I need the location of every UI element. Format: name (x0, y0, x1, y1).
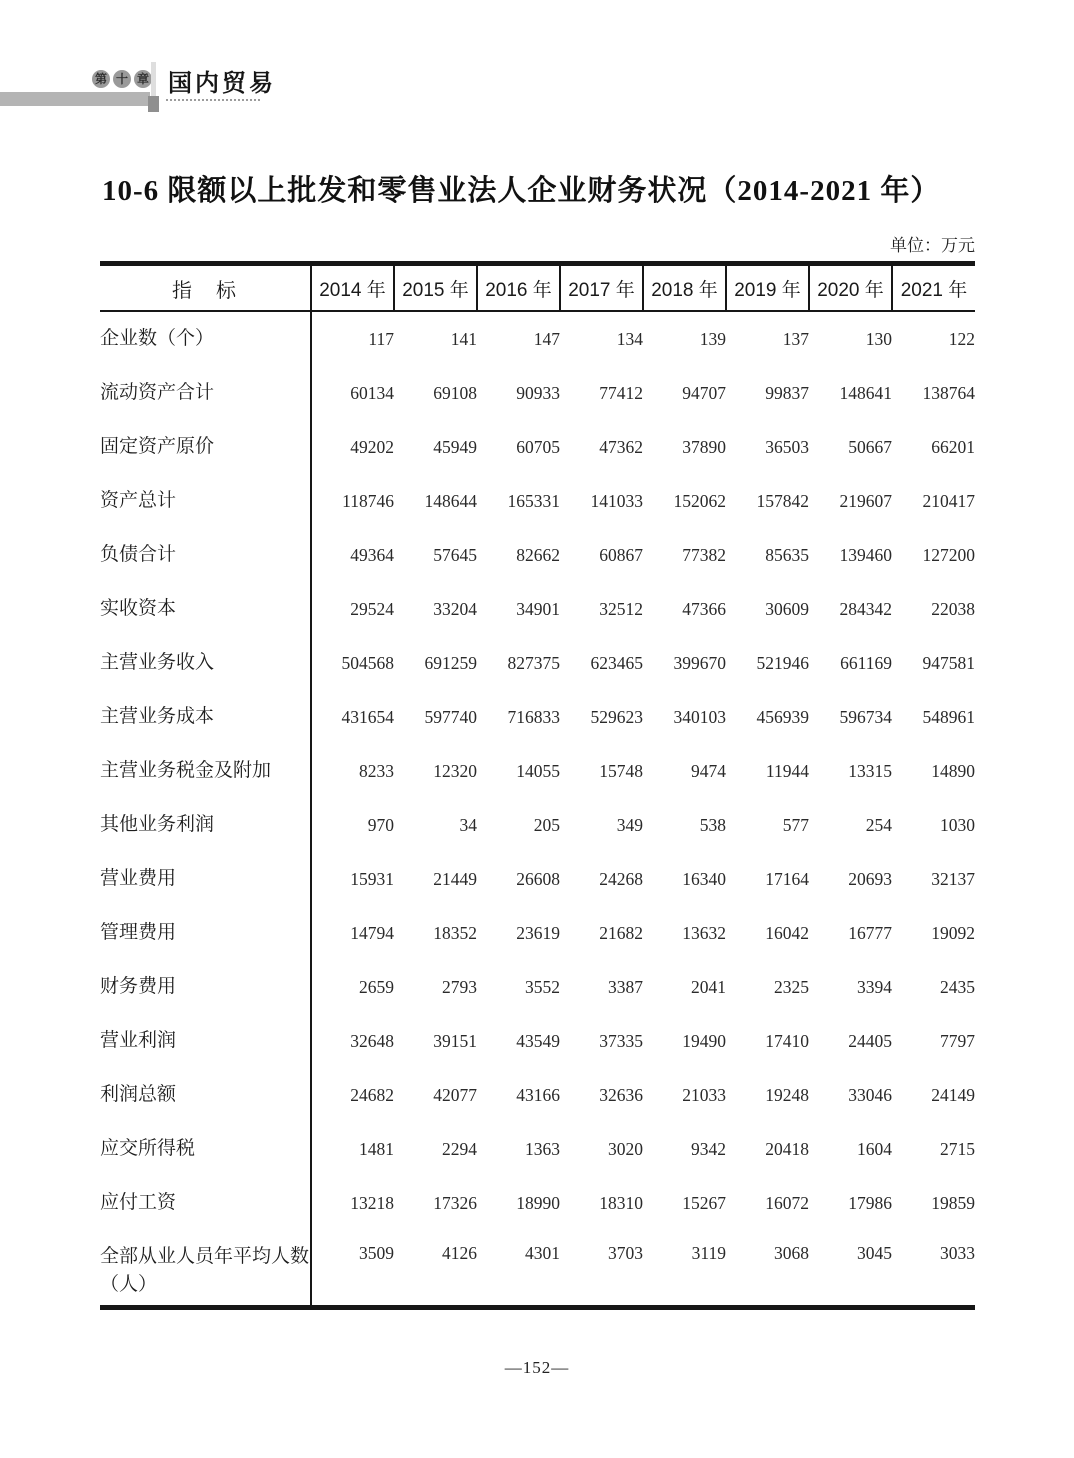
value-cell: 1363 (525, 1138, 560, 1159)
value-cell: 1481 (359, 1138, 394, 1159)
value-cell: 34 (459, 814, 477, 835)
value-cell: 9342 (691, 1138, 726, 1159)
indicator-label: 资产总计 (100, 474, 311, 528)
table-row (100, 1014, 975, 1068)
value-cell: 1030 (940, 814, 975, 835)
section-title: 国内贸易 (168, 70, 276, 97)
value-cell: 16340 (682, 868, 726, 889)
indicator-label: 营业利润 (100, 1014, 311, 1068)
value-cell: 66201 (931, 436, 975, 457)
indicator-label: 固定资产原价 (100, 420, 311, 474)
indicator-label: 管理费用 (100, 906, 311, 960)
value-cell: 118746 (342, 490, 394, 511)
value-cell: 3068 (774, 1243, 809, 1263)
value-cell: 210417 (922, 490, 975, 511)
value-cell: 69108 (433, 382, 477, 403)
value-cell: 661169 (840, 652, 892, 673)
value-cell: 19248 (765, 1084, 809, 1105)
value-cell: 139 (699, 328, 726, 349)
value-cell: 827375 (507, 652, 560, 673)
statistics-table (100, 261, 975, 1310)
year-column-header: 2015 年 (394, 264, 477, 312)
value-cell: 43549 (516, 1030, 560, 1051)
table-row (100, 636, 975, 690)
value-cell: 14794 (350, 922, 394, 943)
value-cell: 947581 (922, 652, 975, 673)
value-cell: 15748 (599, 760, 643, 781)
value-cell: 456939 (756, 706, 809, 727)
value-cell: 2659 (359, 976, 394, 997)
value-cell: 130 (865, 328, 892, 349)
value-cell: 157842 (756, 490, 809, 511)
table-row (100, 690, 975, 744)
value-cell: 148644 (424, 490, 477, 511)
value-cell: 29524 (350, 598, 394, 619)
value-cell: 9474 (691, 760, 726, 781)
value-cell: 60134 (350, 382, 394, 403)
table-row (100, 366, 975, 420)
value-cell: 94707 (682, 382, 726, 403)
value-cell: 205 (533, 814, 560, 835)
year-column-header: 2014 年 (311, 264, 394, 312)
value-cell: 17410 (765, 1030, 809, 1051)
value-cell: 24405 (848, 1030, 892, 1051)
value-cell: 19490 (682, 1030, 726, 1051)
table-row (100, 474, 975, 528)
value-cell: 32137 (931, 868, 975, 889)
value-cell: 34901 (516, 598, 560, 619)
value-cell: 970 (367, 814, 394, 835)
value-cell: 15931 (350, 868, 394, 889)
value-cell: 36503 (765, 436, 809, 457)
table-row (100, 960, 975, 1014)
value-cell: 32648 (350, 1030, 394, 1051)
value-cell: 49202 (350, 436, 394, 457)
value-cell: 597740 (424, 706, 477, 727)
value-cell: 2041 (691, 976, 726, 997)
year-column-header: 2019 年 (726, 264, 809, 312)
value-cell: 152062 (673, 490, 726, 511)
value-cell: 14890 (931, 760, 975, 781)
indicator-label: 应交所得税 (100, 1122, 311, 1176)
value-cell: 17164 (765, 868, 809, 889)
value-cell: 12320 (433, 760, 477, 781)
value-cell: 85635 (765, 544, 809, 565)
value-cell: 2435 (940, 976, 975, 997)
value-cell: 33204 (433, 598, 477, 619)
value-cell: 127200 (922, 544, 975, 565)
value-cell: 2294 (442, 1138, 477, 1159)
table-row (100, 906, 975, 960)
value-cell: 11944 (765, 760, 809, 781)
table-row (100, 311, 975, 366)
value-cell: 122 (948, 328, 975, 349)
chapter-gray-bar-cap (148, 96, 159, 112)
indicator-label: 营业费用 (100, 852, 311, 906)
value-cell: 37335 (599, 1030, 643, 1051)
table-row (100, 582, 975, 636)
value-cell: 18990 (516, 1192, 560, 1213)
value-cell: 117 (368, 328, 394, 349)
value-cell: 26608 (516, 868, 560, 889)
value-cell: 20693 (848, 868, 892, 889)
table-row (100, 1176, 975, 1230)
value-cell: 1604 (857, 1138, 892, 1159)
value-cell: 3703 (608, 1243, 643, 1263)
value-cell: 47366 (682, 598, 726, 619)
value-cell: 24268 (599, 868, 643, 889)
value-cell: 20418 (765, 1138, 809, 1159)
chapter-badge-char: 第 (92, 70, 110, 88)
value-cell: 17326 (433, 1192, 477, 1213)
value-cell: 134 (616, 328, 643, 349)
value-cell: 90933 (516, 382, 560, 403)
indicator-label: 主营业务成本 (100, 690, 311, 744)
value-cell: 24149 (931, 1084, 975, 1105)
value-cell: 18310 (599, 1192, 643, 1213)
value-cell: 16777 (848, 922, 892, 943)
value-cell: 13632 (682, 922, 726, 943)
table-row (100, 1122, 975, 1176)
value-cell: 596734 (839, 706, 892, 727)
value-cell: 4301 (525, 1243, 560, 1263)
value-cell: 22038 (931, 598, 975, 619)
value-cell: 32512 (599, 598, 643, 619)
value-cell: 399670 (673, 652, 726, 673)
value-cell: 77382 (682, 544, 726, 565)
value-cell: 49364 (350, 544, 394, 565)
page-number: —152— (504, 1358, 570, 1377)
year-column-header: 2018 年 (643, 264, 726, 312)
value-cell: 3552 (525, 976, 560, 997)
value-cell: 17986 (848, 1192, 892, 1213)
chapter-separator (151, 62, 156, 96)
indicator-label: 全部从业人员年平均人数（人） (100, 1230, 311, 1308)
value-cell: 99837 (765, 382, 809, 403)
indicator-label: 财务费用 (100, 960, 311, 1014)
value-cell: 691259 (424, 652, 477, 673)
table-row (100, 420, 975, 474)
value-cell: 504568 (341, 652, 394, 673)
value-cell: 137 (782, 328, 809, 349)
chapter-badge-char: 章 (134, 70, 152, 88)
table-row (100, 1068, 975, 1122)
value-cell: 43166 (516, 1084, 560, 1105)
table-header-row (100, 264, 975, 312)
indicator-label: 实收资本 (100, 582, 311, 636)
chapter-badge-char: 十 (113, 70, 131, 88)
value-cell: 37890 (682, 436, 726, 457)
indicator-label: 流动资产合计 (100, 366, 311, 420)
chapter-badge (92, 70, 152, 88)
value-cell: 33046 (848, 1084, 892, 1105)
indicator-label: 应付工资 (100, 1176, 311, 1230)
year-column-header: 2017 年 (560, 264, 643, 312)
table-body (100, 311, 975, 1308)
value-cell: 16072 (765, 1192, 809, 1213)
value-cell: 2793 (442, 976, 477, 997)
value-cell: 3509 (359, 1243, 394, 1263)
indicator-column-header: 指 标 (100, 264, 311, 312)
table-row (100, 852, 975, 906)
value-cell: 3045 (857, 1243, 892, 1263)
indicator-label: 企业数（个） (100, 311, 311, 366)
table-row (100, 1230, 975, 1308)
value-cell: 7797 (940, 1030, 975, 1051)
value-cell: 50667 (848, 436, 892, 457)
value-cell: 4126 (442, 1243, 477, 1263)
unit-note: 单位：万元 (890, 236, 975, 255)
value-cell: 219607 (839, 490, 892, 511)
value-cell: 32636 (599, 1084, 643, 1105)
value-cell: 284342 (839, 598, 892, 619)
value-cell: 21682 (599, 922, 643, 943)
value-cell: 529623 (590, 706, 643, 727)
value-cell: 57645 (433, 544, 477, 565)
indicator-label: 其他业务利润 (100, 798, 311, 852)
value-cell: 15267 (682, 1192, 726, 1213)
value-cell: 23619 (516, 922, 560, 943)
value-cell: 3033 (940, 1243, 975, 1263)
table-title: 10-6 限额以上批发和零售业法人企业财务状况（2014-2021 年） (102, 175, 941, 207)
value-cell: 60705 (516, 436, 560, 457)
value-cell: 42077 (433, 1084, 477, 1105)
value-cell: 39151 (433, 1030, 477, 1051)
value-cell: 623465 (590, 652, 643, 673)
value-cell: 3394 (857, 976, 892, 997)
indicator-label: 主营业务税金及附加 (100, 744, 311, 798)
value-cell: 13218 (350, 1192, 394, 1213)
table-row (100, 528, 975, 582)
value-cell: 2325 (774, 976, 809, 997)
value-cell: 577 (782, 814, 809, 835)
value-cell: 716833 (507, 706, 560, 727)
value-cell: 254 (865, 814, 892, 835)
value-cell: 14055 (516, 760, 560, 781)
value-cell: 148641 (839, 382, 892, 403)
year-column-header: 2021 年 (892, 264, 975, 312)
value-cell: 165331 (507, 490, 560, 511)
value-cell: 45949 (433, 436, 477, 457)
value-cell: 77412 (599, 382, 643, 403)
value-cell: 8233 (359, 760, 394, 781)
value-cell: 2715 (940, 1138, 975, 1159)
indicator-label: 主营业务收入 (100, 636, 311, 690)
value-cell: 431654 (341, 706, 394, 727)
indicator-label: 负债合计 (100, 528, 311, 582)
value-cell: 538 (699, 814, 726, 835)
indicator-label: 利润总额 (100, 1068, 311, 1122)
section-title-underline (166, 99, 260, 101)
value-cell: 3020 (608, 1138, 643, 1159)
chapter-gray-bar (0, 92, 150, 106)
value-cell: 521946 (756, 652, 809, 673)
value-cell: 21449 (433, 868, 477, 889)
table-row (100, 798, 975, 852)
value-cell: 340103 (673, 706, 726, 727)
value-cell: 16042 (765, 922, 809, 943)
year-column-header: 2016 年 (477, 264, 560, 312)
value-cell: 18352 (433, 922, 477, 943)
table-row (100, 744, 975, 798)
value-cell: 141033 (590, 490, 643, 511)
value-cell: 13315 (848, 760, 892, 781)
value-cell: 30609 (765, 598, 809, 619)
value-cell: 139460 (839, 544, 892, 565)
value-cell: 21033 (682, 1084, 726, 1105)
value-cell: 60867 (599, 544, 643, 565)
value-cell: 548961 (922, 706, 975, 727)
value-cell: 138764 (922, 382, 975, 403)
year-column-header: 2020 年 (809, 264, 892, 312)
value-cell: 141 (450, 328, 477, 349)
value-cell: 82662 (516, 544, 560, 565)
value-cell: 19859 (931, 1192, 975, 1213)
value-cell: 147 (533, 328, 560, 349)
value-cell: 19092 (931, 922, 975, 943)
value-cell: 3387 (608, 976, 643, 997)
value-cell: 349 (616, 814, 643, 835)
value-cell: 24682 (350, 1084, 394, 1105)
value-cell: 47362 (599, 436, 643, 457)
value-cell: 3119 (691, 1243, 726, 1263)
